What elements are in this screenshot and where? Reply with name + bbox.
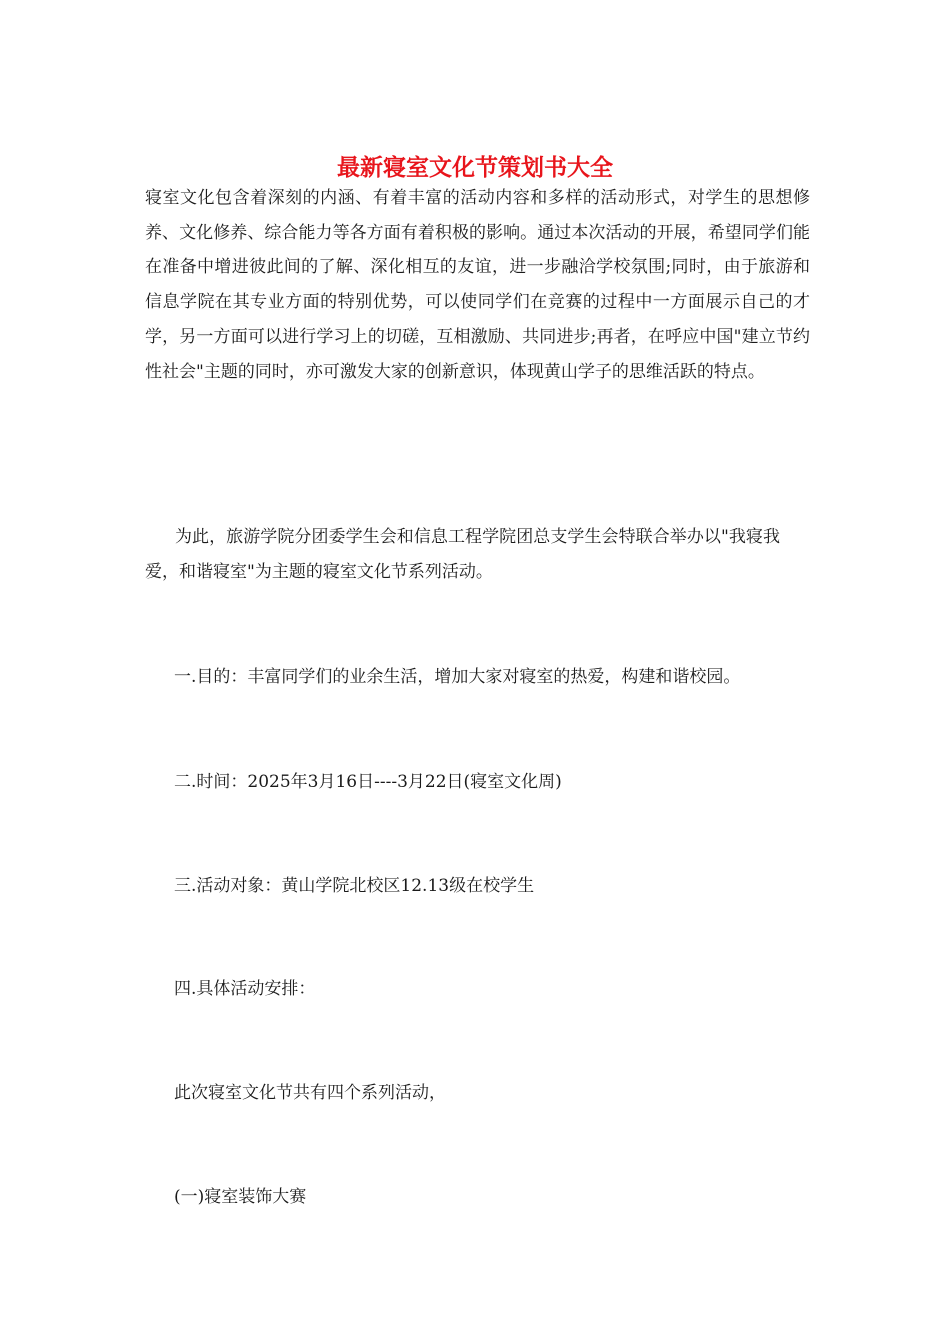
series-intro: 此次寝室文化节共有四个系列活动， <box>174 1083 446 1103</box>
intro-paragraph: 寝室文化包含着深刻的内涵、有着丰富的活动内容和多样的活动形式，对学生的思想修养、文化修养、综合能力等各方面有着积极的影响。通过本次活动的开展，希望同学们能在准备中增进彼此间的了解、深化相互的友谊，进一步融洽学校氛围;同时，由于旅游和信息学院在其专业方面的特别优势，可以使同学们在竞赛的过程中一方面展示自己的才学，另一方面可以进行学习上的切磋，互相激励、共同进步;再者，在呼应中国"建立节约性社会"主题的同时，亦可激发大家的创新意识，体现黄山学子的思维活跃的特点。 <box>145 188 810 382</box>
section-schedule: 四.具体活动安排： <box>174 979 316 999</box>
section-time: 二.时间：2025年3月16日----3月22日(寝室文化周) <box>174 772 562 792</box>
document-title: 最新寝室文化节策划书大全 <box>337 154 613 181</box>
section-target: 三.活动对象：黄山学院北校区12.13级在校学生 <box>174 876 535 896</box>
section-purpose: 一.目的：丰富同学们的业余生活，增加大家对寝室的热爱，构建和谐校园。 <box>174 667 741 687</box>
contest-one-heading: (一)寝室装饰大赛 <box>174 1187 307 1207</box>
joint-event-paragraph: 为此，旅游学院分团委学生会和信息工程学院团总支学生会特联合举办以"我寝我爱，和谐寝室"为主题的寝室文化节系列活动。 <box>145 527 780 582</box>
